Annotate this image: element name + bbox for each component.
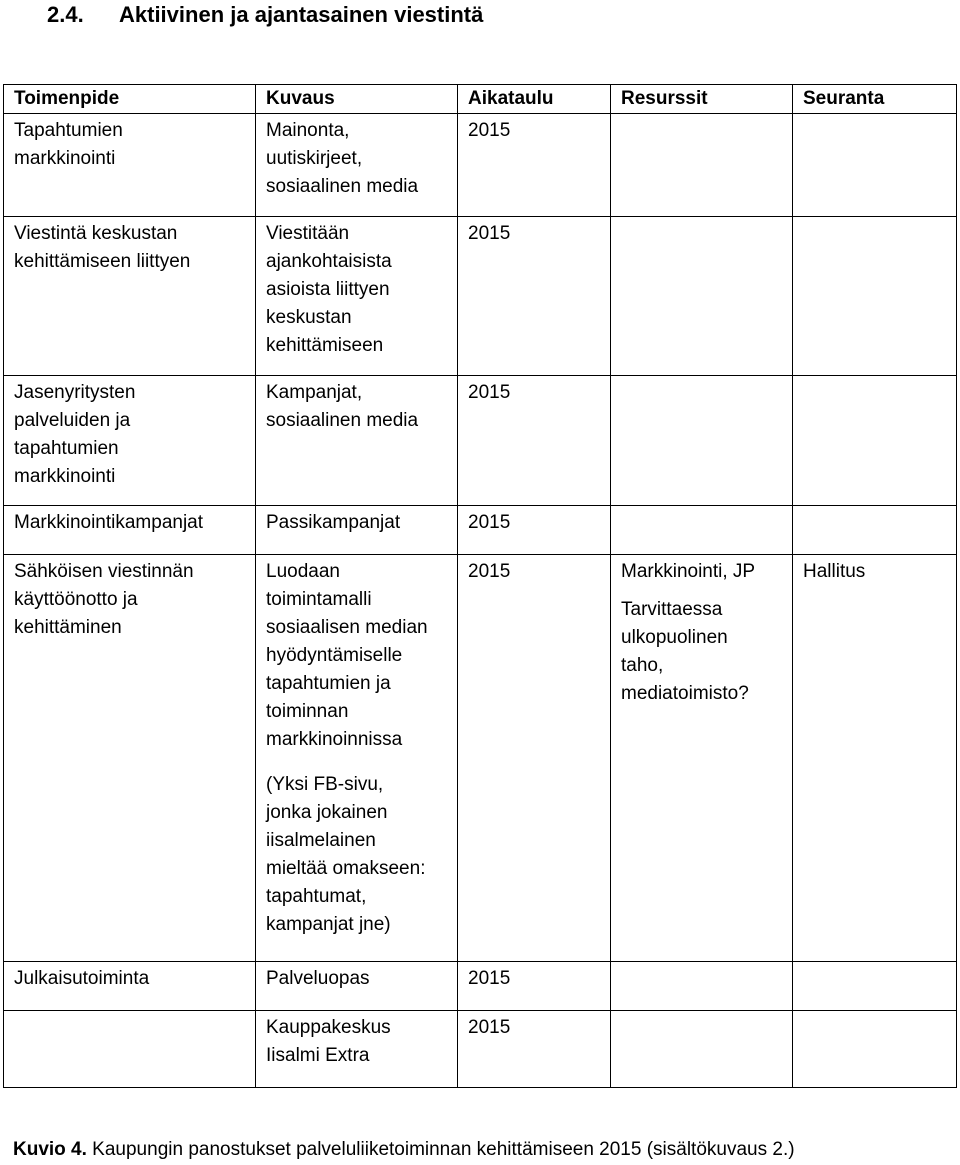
cell-text: 2015 [468,120,511,141]
section-title: Aktiivinen ja ajantasainen viestintä [119,2,484,27]
cell-toimenpide [4,962,256,1011]
cell-resurssit [611,114,793,217]
cell-aikataulu [458,376,611,506]
cell-text: Mainonta, uutiskirjeet, sosiaalinen media [266,120,419,197]
cell-toimenpide [4,506,256,555]
cell-note: (Yksi FB-sivu, jonka jokainen iisalmelainen mieltää omakseen: tapahtumat, kampanjat jne) [266,774,426,935]
table-row [4,555,957,962]
cell-seuranta [793,555,957,962]
section-number: 2.4. [47,2,84,27]
action-plan-table [3,84,957,1088]
cell-toimenpide [4,555,256,962]
table-row [4,1011,957,1088]
cell-text: Luodaan toimintamalli sosiaalisen median hyödyntämiselle tapahtumien ja toiminnan markkinoinnissa [266,561,428,750]
header-seuranta: Seuranta [793,85,957,114]
cell-aikataulu [458,555,611,962]
caption-text: Kaupungin panostukset palveluliiketoiminnan kehittämiseen 2015 (sisältökuvaus 2.) [86,1139,795,1160]
cell-text: Markkinointi, JP [621,561,756,582]
cell-text: 2015 [468,1017,511,1038]
cell-text: Passikampanjat [266,512,401,533]
header-kuvaus: Kuvaus [256,85,458,114]
cell-text: Kampanjat, sosiaalinen media [266,382,419,431]
cell-note: Tarvittaessa ulkopuolinen taho, mediatoimisto? [621,599,749,704]
cell-text: 2015 [468,968,511,989]
cell-text: Julkaisutoiminta [14,968,150,989]
cell-toimenpide [4,217,256,376]
cell-resurssit [611,962,793,1011]
cell-kuvaus [256,506,458,555]
table-header-row [4,85,957,114]
cell-seuranta [793,506,957,555]
table-row [4,217,957,376]
cell-text: 2015 [468,382,511,403]
table-row [4,962,957,1011]
cell-text: Viestitään ajankohtaisista asioista liittyen keskustan kehittämiseen [266,223,392,356]
cell-text: Sähköisen viestinnän käyttöönotto ja kehittäminen [14,561,194,638]
cell-aikataulu [458,114,611,217]
table-row [4,376,957,506]
cell-resurssit [611,506,793,555]
cell-resurssit [611,376,793,506]
caption-label: Kuvio 4. [13,1139,87,1160]
cell-text: Viestintä keskustan kehittämiseen liittyen [14,223,191,272]
cell-kuvaus [256,962,458,1011]
cell-resurssit [611,217,793,376]
cell-aikataulu [458,506,611,555]
cell-text: Jasenyritysten palveluiden ja tapahtumien markkinointi [14,382,136,487]
cell-toimenpide [4,1011,256,1088]
table-row [4,114,957,217]
cell-text: Palveluopas [266,968,370,989]
cell-kuvaus [256,376,458,506]
cell-aikataulu [458,962,611,1011]
header-toimenpide: Toimenpide [4,85,256,114]
cell-seuranta [793,962,957,1011]
cell-kuvaus [256,217,458,376]
cell-text: 2015 [468,512,511,533]
cell-text: 2015 [468,561,511,582]
cell-text: 2015 [468,223,511,244]
figure-caption [13,1137,795,1163]
cell-resurssit [611,1011,793,1088]
cell-seuranta [793,1011,957,1088]
cell-toimenpide [4,376,256,506]
cell-seuranta [793,376,957,506]
cell-toimenpide [4,114,256,217]
cell-kuvaus [256,114,458,217]
header-aikataulu: Aikataulu [458,85,611,114]
cell-seuranta [793,114,957,217]
section-heading [47,0,483,30]
table-row [4,506,957,555]
cell-resurssit [611,555,793,962]
cell-text: Kauppakeskus Iisalmi Extra [266,1017,391,1066]
header-resurssit: Resurssit [611,85,793,114]
cell-text: Hallitus [803,561,866,582]
cell-seuranta [793,217,957,376]
cell-kuvaus [256,1011,458,1088]
cell-text: Markkinointikampanjat [14,512,204,533]
cell-text: Tapahtumien markkinointi [14,120,123,169]
cell-aikataulu [458,1011,611,1088]
cell-aikataulu [458,217,611,376]
cell-kuvaus [256,555,458,962]
